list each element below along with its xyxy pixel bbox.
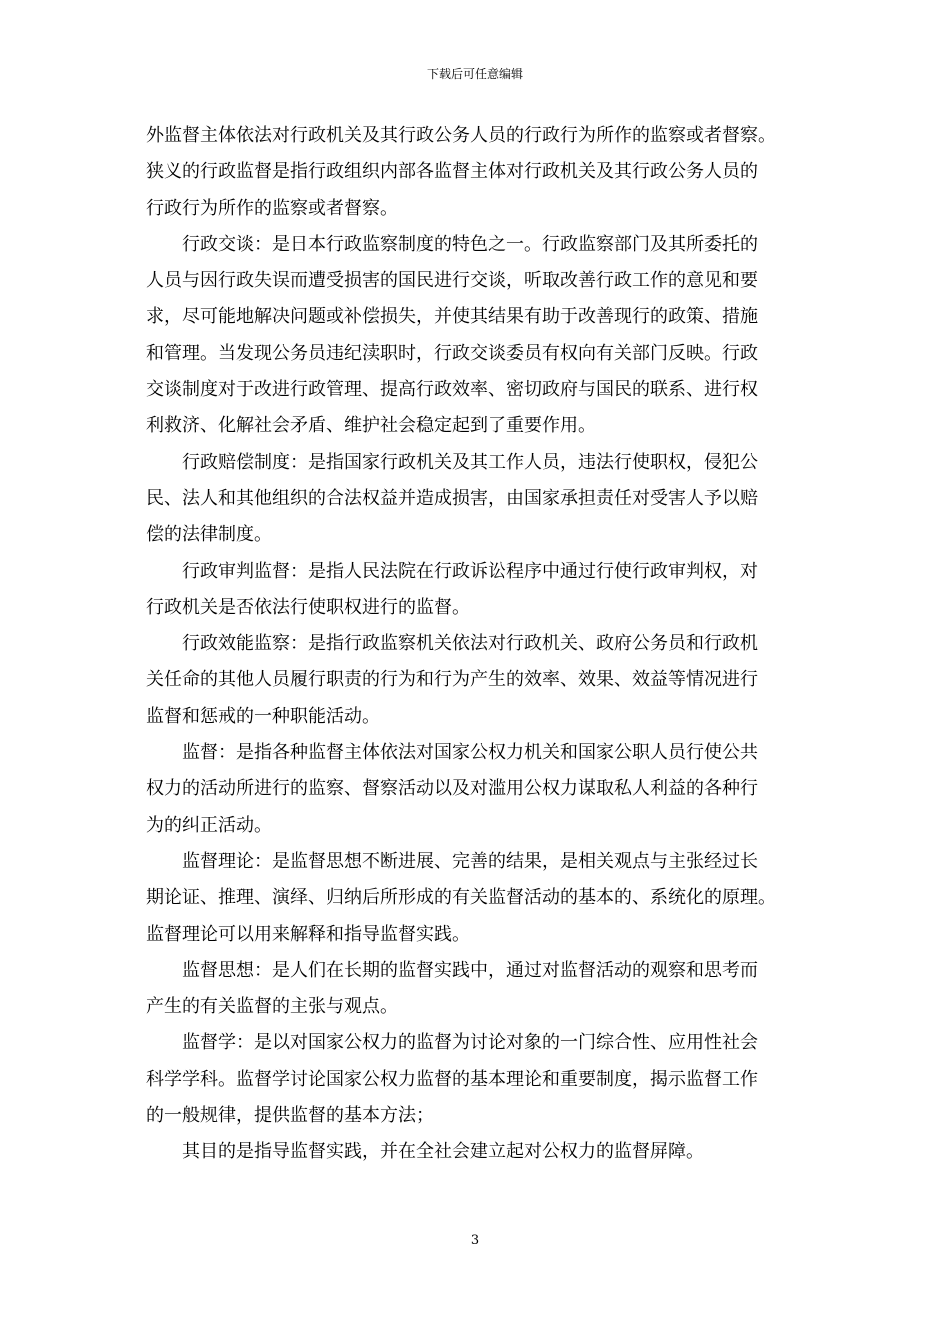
paragraph-start-line: 行政审判监督：是指人民法院在行政诉讼程序中通过行使行政审判权，对 bbox=[182, 560, 758, 582]
text-line: 期论证、推理、演绎、归纳后所形成的有关监督活动的基本的、系统化的原理。 bbox=[146, 887, 776, 909]
text-line: 偿的法律制度。 bbox=[146, 524, 272, 546]
text-line: 求，尽可能地解决问题或补偿损失，并使其结果有助于改善现行的政策、措施 bbox=[146, 306, 758, 328]
paragraph-start-line: 行政赔偿制度：是指国家行政机关及其工作人员，违法行使职权，侵犯公 bbox=[182, 451, 758, 473]
paragraph-start-line: 其目的是指导监督实践，并在全社会建立起对公权力的监督屏障。 bbox=[182, 1141, 704, 1163]
text-line: 关任命的其他人员履行职责的行为和行为产生的效率、效果、效益等情况进行 bbox=[146, 669, 758, 691]
text-line: 产生的有关监督的主张与观点。 bbox=[146, 996, 398, 1018]
document-body bbox=[146, 118, 814, 1171]
paragraph-start-line: 行政效能监察：是指行政监察机关依法对行政机关、政府公务员和行政机 bbox=[182, 633, 758, 655]
text-line: 外监督主体依法对行政机关及其行政公务人员的行政行为所作的监察或者督察。 bbox=[146, 125, 776, 146]
text-line: 行政机关是否依法行使职权进行的监督。 bbox=[146, 596, 470, 618]
text-line: 狭义的行政监督是指行政组织内部各监督主体对行政机关及其行政公务人员的 bbox=[146, 161, 758, 183]
page-number: 3 bbox=[470, 1233, 480, 1248]
text-line: 监督理论可以用来解释和指导监督实践。 bbox=[146, 923, 470, 945]
text-line: 的一般规律，提供监督的基本方法； bbox=[146, 1105, 434, 1127]
text-line: 行政行为所作的监察或者督察。 bbox=[146, 197, 398, 219]
paragraph-start-line: 监督：是指各种监督主体依法对国家公权力机关和国家公职人员行使公共 bbox=[182, 742, 758, 764]
text-line: 为的纠正活动。 bbox=[146, 814, 272, 836]
paragraph-start-line: 行政交谈：是日本行政监察制度的特色之一。行政监察部门及其所委托的 bbox=[182, 233, 758, 255]
text-line: 权力的活动所进行的监察、督察活动以及对滥用公权力谋取私人利益的各种行 bbox=[146, 778, 758, 800]
page-header: 下载后可任意编辑 bbox=[426, 67, 523, 81]
paragraph-start-line: 监督学：是以对国家公权力的监督为讨论对象的一门综合性、应用性社会 bbox=[182, 1032, 758, 1054]
text-line: 民、法人和其他组织的合法权益并造成损害，由国家承担责任对受害人予以赔 bbox=[146, 487, 758, 509]
text-line: 监督和惩戒的一种职能活动。 bbox=[146, 705, 380, 727]
text-line: 利救济、化解社会矛盾、维护社会稳定起到了重要作用。 bbox=[146, 415, 596, 437]
paragraph-start-line: 监督思想：是人们在长期的监督实践中，通过对监督活动的观察和思考而 bbox=[182, 959, 758, 981]
paragraph-start-line: 监督理论：是监督思想不断进展、完善的结果，是相关观点与主张经过长 bbox=[182, 850, 758, 872]
text-line: 人员与因行政失误而遭受损害的国民进行交谈，听取改善行政工作的意见和要 bbox=[146, 270, 758, 292]
text-line: 交谈制度对于改进行政管理、提高行政效率、密切政府与国民的联系、进行权 bbox=[146, 379, 758, 401]
text-line: 科学学科。监督学讨论国家公权力监督的基本理论和重要制度，揭示监督工作 bbox=[146, 1068, 758, 1090]
text-line: 和管理。当发现公务员违纪渎职时，行政交谈委员有权向有关部门反映。行政 bbox=[146, 342, 758, 364]
